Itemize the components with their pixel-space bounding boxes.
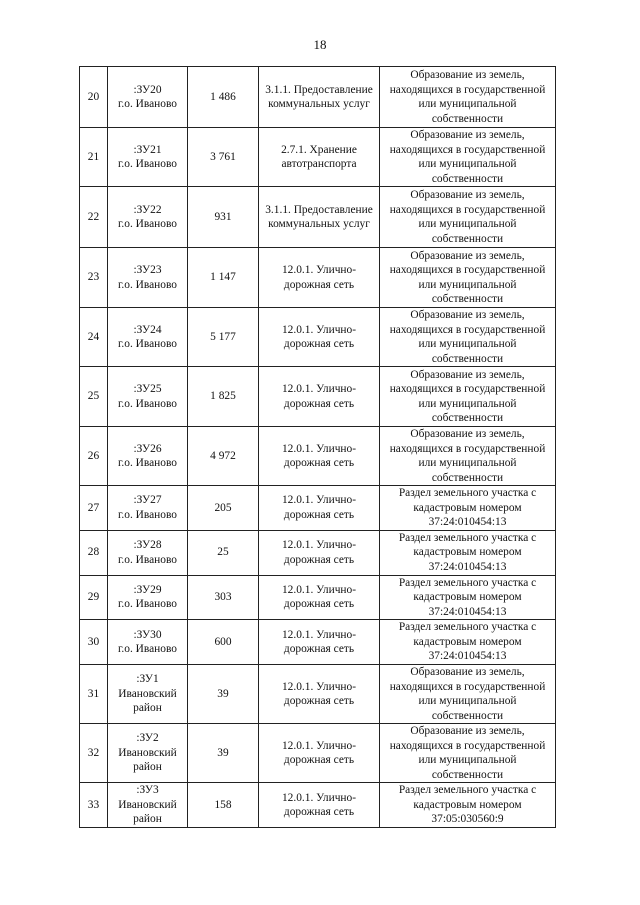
permitted-use-cell: 12.0.1. Улично-дорожная сеть (259, 665, 380, 724)
table-row (80, 620, 556, 665)
row-number-cell: 24 (80, 308, 108, 367)
plot-designation-cell (108, 783, 188, 828)
permitted-use-cell: 12.0.1. Улично-дорожная сеть (259, 367, 380, 427)
area-cell: 931 (188, 187, 259, 248)
area-cell: 205 (188, 486, 259, 531)
plot-code: :ЗУ2 (136, 732, 159, 745)
plot-location: г.о. Иваново (118, 397, 177, 410)
area-cell: 1 147 (188, 248, 259, 308)
area-cell: 158 (188, 783, 259, 828)
plot-location: Ивановский район (118, 687, 177, 715)
permitted-use-cell: 12.0.1. Улично-дорожная сеть (259, 486, 380, 531)
plot-code: :ЗУ29 (133, 583, 162, 596)
plot-designation-cell (108, 665, 188, 724)
row-number-cell: 22 (80, 187, 108, 248)
permitted-use-cell: 12.0.1. Улично-дорожная сеть (259, 530, 380, 575)
plot-code: :ЗУ20 (133, 83, 162, 96)
row-number-cell: 21 (80, 128, 108, 187)
row-number-cell: 30 (80, 620, 108, 665)
plot-designation-cell (108, 187, 188, 248)
table-row (80, 783, 556, 828)
plot-designation-cell (108, 620, 188, 665)
plot-location: г.о. Иваново (118, 218, 177, 230)
table-row (80, 367, 556, 427)
table-row (80, 427, 556, 486)
plot-location: г.о. Иваново (118, 158, 177, 170)
permitted-use-cell: 12.0.1. Улично-дорожная сеть (259, 248, 380, 308)
table-row (80, 724, 556, 783)
plot-code: :ЗУ3 (136, 784, 159, 797)
area-cell: 5 177 (188, 308, 259, 367)
plot-location: г.о. Иваново (118, 508, 177, 521)
page-number: 18 (313, 37, 327, 52)
area-cell: 25 (188, 530, 259, 575)
plot-code: :ЗУ27 (133, 494, 162, 507)
table-row (80, 67, 556, 128)
plot-location: Ивановский район (118, 798, 177, 826)
plot-designation-cell (108, 427, 188, 486)
formation-method-cell: Образование из земель, находящихся в государственной или муниципальной собственности (380, 665, 556, 724)
row-number-cell: 23 (80, 248, 108, 308)
row-number-cell: 25 (80, 367, 108, 427)
plot-designation-cell (108, 248, 188, 308)
plot-location: г.о. Иваново (118, 278, 177, 291)
permitted-use-cell: 12.0.1. Улично-дорожная сеть (259, 308, 380, 367)
plot-code: :ЗУ1 (136, 673, 159, 686)
permitted-use-cell: 3.1.1. Предоставление коммунальных услуг (259, 187, 380, 248)
area-cell: 1 486 (188, 67, 259, 128)
permitted-use-cell: 12.0.1. Улично-дорожная сеть (259, 575, 380, 620)
row-number-cell: 28 (80, 530, 108, 575)
formation-method-cell: Раздел земельного участка с кадастровым номером 37:05:030560:9 (380, 783, 556, 828)
row-number-cell: 32 (80, 724, 108, 783)
plot-location: Ивановский район (118, 746, 177, 774)
formation-method-cell: Образование из земель, находящихся в государственной или муниципальной собственности (380, 248, 556, 308)
permitted-use-cell: 12.0.1. Улично-дорожная сеть (259, 427, 380, 486)
formation-method-cell: Образование из земель, находящихся в государственной или муниципальной собственности (380, 308, 556, 367)
area-cell: 600 (188, 620, 259, 665)
plot-location: г.о. Иваново (118, 457, 177, 469)
plot-designation-cell (108, 724, 188, 783)
plot-designation-cell (108, 128, 188, 187)
formation-method-cell: Раздел земельного участка с кадастровым номером 37:24:010454:13 (380, 530, 556, 575)
plot-code: :ЗУ23 (133, 264, 162, 276)
area-cell: 39 (188, 665, 259, 724)
plot-designation-cell (108, 308, 188, 367)
table-row (80, 486, 556, 531)
permitted-use-cell: 3.1.1. Предоставление коммунальных услуг (259, 67, 380, 128)
formation-method-cell: Образование из земель, находящихся в государственной или муниципальной собственности (380, 187, 556, 248)
plot-designation-cell (108, 530, 188, 575)
row-number-cell: 29 (80, 575, 108, 620)
table-row (80, 187, 556, 248)
permitted-use-cell: 2.7.1. Хранение автотранспорта (259, 128, 380, 187)
area-cell: 303 (188, 575, 259, 620)
area-cell: 1 825 (188, 367, 259, 427)
formation-method-cell: Образование из земель, находящихся в государственной или муниципальной собственности (380, 427, 556, 486)
plot-location: г.о. Иваново (118, 598, 177, 611)
permitted-use-cell: 12.0.1. Улично-дорожная сеть (259, 620, 380, 665)
table-row (80, 308, 556, 367)
plot-code: :ЗУ28 (133, 539, 162, 551)
plot-location: г.о. Иваново (118, 643, 177, 655)
formation-method-cell: Образование из земель, находящихся в государственной или муниципальной собственности (380, 67, 556, 128)
row-number-cell: 33 (80, 783, 108, 828)
formation-method-cell: Образование из земель, находящихся в государственной или муниципальной собственности (380, 724, 556, 783)
table-row (80, 128, 556, 187)
permitted-use-cell: 12.0.1. Улично-дорожная сеть (259, 724, 380, 783)
table-row (80, 530, 556, 575)
plot-location: г.о. Иваново (118, 553, 177, 566)
permitted-use-cell: 12.0.1. Улично-дорожная сеть (259, 783, 380, 828)
plot-code: :ЗУ25 (133, 383, 162, 395)
formation-method-cell: Образование из земель, находящихся в государственной или муниципальной собственности (380, 128, 556, 187)
table-row (80, 248, 556, 308)
plot-designation-cell (108, 486, 188, 531)
plot-designation-cell (108, 367, 188, 427)
formation-method-cell: Раздел земельного участка с кадастровым номером 37:24:010454:13 (380, 620, 556, 665)
table-body (80, 67, 556, 828)
area-cell: 4 972 (188, 427, 259, 486)
row-number-cell: 26 (80, 427, 108, 486)
plot-code: :ЗУ21 (133, 143, 162, 156)
formation-method-cell: Образование из земель, находящихся в государственной или муниципальной собственности (380, 367, 556, 427)
area-cell: 3 761 (188, 128, 259, 187)
plot-designation-cell (108, 67, 188, 128)
land-plots-table (79, 66, 556, 828)
formation-method-cell: Раздел земельного участка с кадастровым номером 37:24:010454:13 (380, 486, 556, 531)
row-number-cell: 31 (80, 665, 108, 724)
row-number-cell: 27 (80, 486, 108, 531)
plot-code: :ЗУ24 (133, 323, 162, 336)
plot-location: г.о. Иваново (118, 338, 177, 350)
plot-code: :ЗУ30 (133, 628, 162, 641)
plot-code: :ЗУ22 (133, 203, 162, 216)
formation-method-cell: Раздел земельного участка с кадастровым номером 37:24:010454:13 (380, 575, 556, 620)
plot-location: г.о. Иваново (118, 98, 177, 110)
table-row (80, 575, 556, 620)
plot-code: :ЗУ26 (133, 442, 162, 455)
table-row (80, 665, 556, 724)
area-cell: 39 (188, 724, 259, 783)
plot-designation-cell (108, 575, 188, 620)
row-number-cell: 20 (80, 67, 108, 128)
